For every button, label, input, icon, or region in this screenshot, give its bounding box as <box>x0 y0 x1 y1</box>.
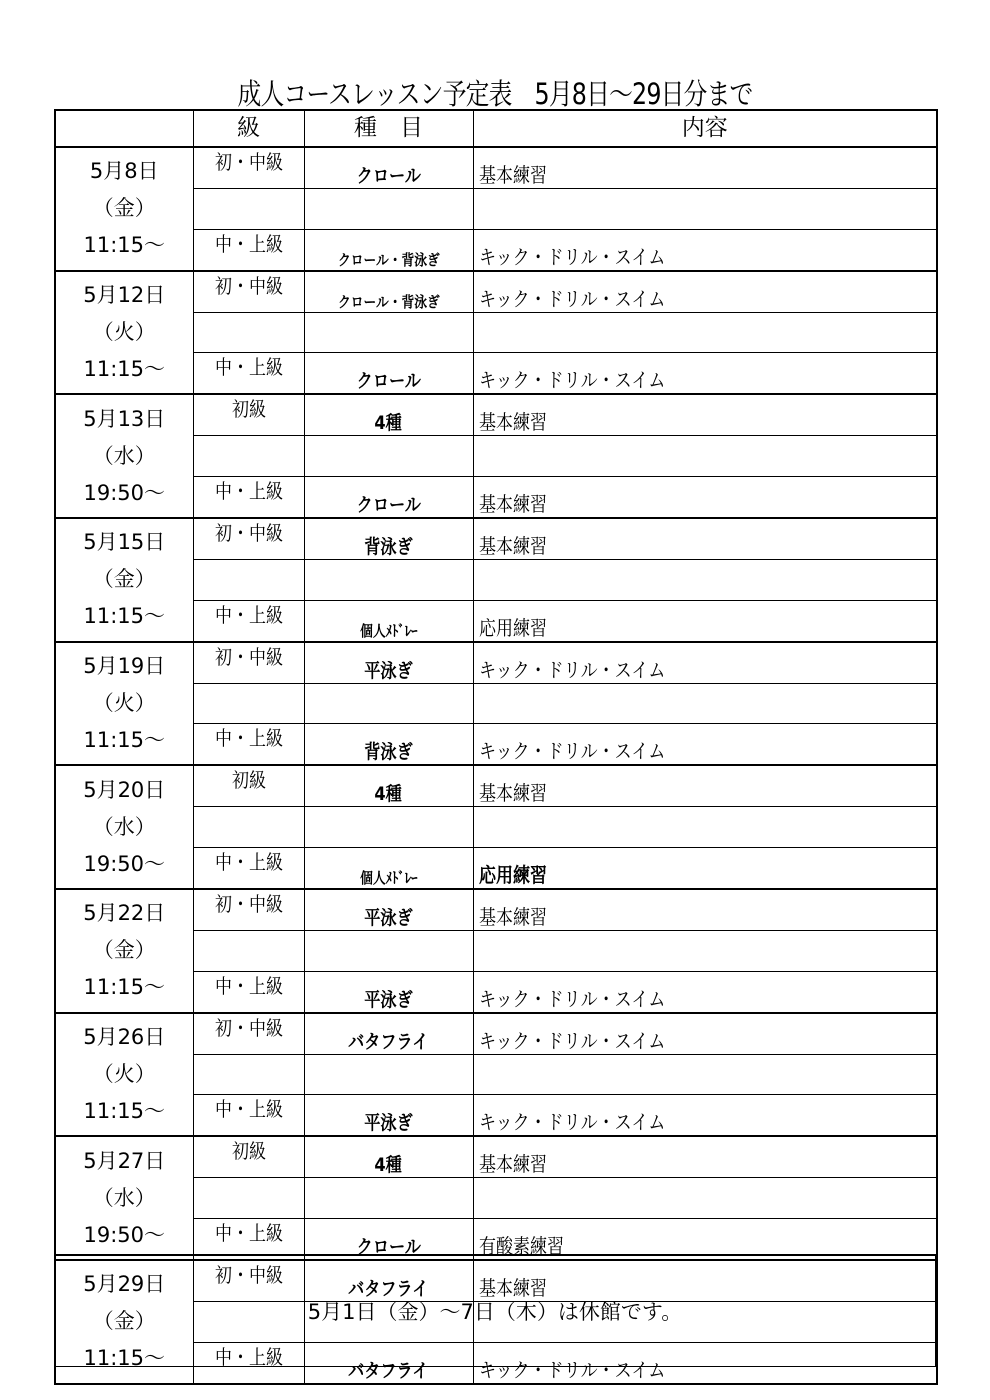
level-text: 中・上級 <box>214 231 283 256</box>
table-row <box>55 518 937 559</box>
stroke-cell <box>304 1013 473 1054</box>
level-cell <box>193 559 304 600</box>
schedule-table <box>54 109 938 1385</box>
header-row <box>55 110 937 147</box>
stroke-text: 個人ﾒﾄﾞﾚｰ <box>359 869 418 888</box>
stroke-cell <box>304 1095 473 1136</box>
content-text: 基本練習 <box>478 492 547 517</box>
content-text: 有酸素練習 <box>478 1234 564 1259</box>
level-cell <box>193 147 304 188</box>
date-cell-time: 11:15～ <box>83 728 166 753</box>
content-cell <box>473 559 937 600</box>
level-text: 初・中級 <box>214 521 283 546</box>
stroke-cell <box>304 188 473 229</box>
header-level: 級 <box>193 110 304 147</box>
level-cell <box>193 683 304 724</box>
content-text: 基本練習 <box>478 904 547 929</box>
date-cell-date: 5月15日 <box>83 530 166 555</box>
date-cell <box>55 642 193 766</box>
stroke-cell <box>304 229 473 270</box>
date-cell <box>55 394 193 518</box>
date-cell-time: 11:15～ <box>83 604 166 629</box>
content-cell <box>473 353 937 394</box>
date-cell <box>55 889 193 1013</box>
content-text: 基本練習 <box>478 162 547 187</box>
content-cell <box>473 1178 937 1219</box>
level-cell <box>193 930 304 971</box>
content-cell <box>473 642 937 683</box>
content-cell <box>473 848 937 889</box>
stroke-cell <box>304 600 473 641</box>
stroke-text: 平泳ぎ <box>364 906 413 929</box>
level-text: 初級 <box>231 1139 266 1164</box>
stroke-text: 背泳ぎ <box>364 741 413 764</box>
header-stroke: 種 目 <box>304 110 473 147</box>
content-text: キック・ドリル・スイム <box>478 244 665 269</box>
date-cell-time: 11:15～ <box>83 233 166 258</box>
level-cell <box>193 1095 304 1136</box>
content-text: 基本練習 <box>478 410 547 435</box>
level-cell <box>193 848 304 889</box>
level-cell <box>193 889 304 930</box>
page-title: 成人コースレッスン予定表 5月8日～29日分まで <box>237 77 753 111</box>
header-content: 内容 <box>473 110 937 147</box>
schedule-sheet <box>54 109 936 1385</box>
content-cell <box>473 271 937 312</box>
level-cell <box>193 1178 304 1219</box>
content-text: 応用練習 <box>478 615 547 640</box>
date-cell-weekday: （金） <box>92 196 156 221</box>
date-cell-weekday: （金） <box>92 567 156 592</box>
level-cell <box>193 1054 304 1095</box>
date-cell-date: 5月13日 <box>83 406 166 431</box>
level-cell <box>193 1136 304 1177</box>
stroke-cell <box>304 559 473 600</box>
content-cell <box>473 683 937 724</box>
content-text: 基本練習 <box>478 781 547 806</box>
level-text: 中・上級 <box>214 479 283 504</box>
stroke-cell <box>304 518 473 559</box>
date-cell-time: 11:15～ <box>83 1099 166 1124</box>
level-text: 初・中級 <box>214 892 283 917</box>
stroke-cell <box>304 889 473 930</box>
content-cell <box>473 1136 937 1177</box>
level-cell <box>193 312 304 353</box>
date-cell-time: 11:15～ <box>83 975 166 1000</box>
date-cell <box>55 1013 193 1137</box>
stroke-cell <box>304 1136 473 1177</box>
content-cell <box>473 518 937 559</box>
content-text: キック・ドリル・スイム <box>478 1357 665 1382</box>
stroke-cell <box>304 477 473 518</box>
content-text: 基本練習 <box>478 533 547 558</box>
stroke-text: 平泳ぎ <box>364 659 413 682</box>
closure-notice-text: 5月1日（金）～7日（木）は休館です。 <box>307 1300 683 1324</box>
content-cell <box>473 1054 937 1095</box>
level-text: 中・上級 <box>214 1097 283 1122</box>
level-cell <box>193 229 304 270</box>
date-cell-date: 5月12日 <box>83 283 166 307</box>
stroke-cell <box>304 848 473 889</box>
stroke-text: 4種 <box>374 412 403 435</box>
level-text: 中・上級 <box>214 850 283 875</box>
level-cell <box>193 1013 304 1054</box>
stroke-cell <box>304 971 473 1012</box>
content-cell <box>473 930 937 971</box>
stroke-text: クロール <box>356 164 421 187</box>
date-cell-date: 5月20日 <box>83 777 166 802</box>
level-cell <box>193 188 304 229</box>
table-row <box>55 889 937 930</box>
level-cell <box>193 807 304 848</box>
content-text: キック・ドリル・スイム <box>478 657 665 682</box>
date-cell-time: 11:15～ <box>83 1346 166 1371</box>
date-cell-date: 5月29日 <box>83 1272 166 1297</box>
content-text: キック・ドリル・スイム <box>478 1110 665 1135</box>
level-text: 初・中級 <box>214 644 283 669</box>
level-cell <box>193 724 304 765</box>
content-cell <box>473 971 937 1012</box>
date-cell-weekday: （金） <box>92 938 156 963</box>
date-cell-time: 19:50～ <box>83 851 166 876</box>
level-text: 初・中級 <box>214 273 283 298</box>
content-cell <box>473 889 937 930</box>
stroke-text: 4種 <box>374 783 403 806</box>
level-text: 中・上級 <box>214 973 283 998</box>
stroke-text: クロール・背泳ぎ <box>337 250 440 269</box>
content-cell <box>473 394 937 435</box>
content-cell <box>473 1095 937 1136</box>
level-text: 初級 <box>231 397 266 422</box>
stroke-cell <box>304 1054 473 1095</box>
content-text: キック・ドリル・スイム <box>478 1028 665 1053</box>
content-cell <box>473 807 937 848</box>
date-cell-date: 5月19日 <box>83 654 166 679</box>
level-cell <box>193 477 304 518</box>
stroke-text: クロール・背泳ぎ <box>337 292 440 311</box>
level-cell <box>193 436 304 477</box>
content-cell <box>473 229 937 270</box>
date-cell <box>55 765 193 889</box>
date-cell-date: 5月27日 <box>83 1148 166 1173</box>
closure-notice <box>54 1254 936 1367</box>
level-text: 初・中級 <box>214 150 283 174</box>
stroke-text: 平泳ぎ <box>364 988 413 1011</box>
date-cell-weekday: （火） <box>92 691 156 716</box>
level-cell <box>193 518 304 559</box>
content-text: キック・ドリル・スイム <box>478 286 665 311</box>
content-text: キック・ドリル・スイム <box>478 368 665 393</box>
level-text: 中・上級 <box>214 726 283 751</box>
content-cell <box>473 765 937 806</box>
stroke-text: クロール <box>356 370 421 393</box>
stroke-cell <box>304 642 473 683</box>
content-text: キック・ドリル・スイム <box>478 739 665 764</box>
date-cell-weekday: （火） <box>92 320 156 344</box>
stroke-cell <box>304 436 473 477</box>
level-text: 中・上級 <box>214 1344 283 1369</box>
table-row <box>55 765 937 806</box>
date-cell-time: 11:15～ <box>83 357 166 381</box>
content-text: 基本練習 <box>478 1152 547 1177</box>
content-cell <box>473 312 937 353</box>
date-cell <box>55 1136 193 1260</box>
content-cell <box>473 724 937 765</box>
stroke-text: バタフライ <box>348 1277 429 1300</box>
level-text: 中・上級 <box>214 602 283 627</box>
table-row <box>55 394 937 435</box>
table-row <box>55 642 937 683</box>
content-cell <box>473 1013 937 1054</box>
stroke-text: 4種 <box>374 1154 403 1177</box>
stroke-cell <box>304 930 473 971</box>
level-cell <box>193 271 304 312</box>
level-cell <box>193 394 304 435</box>
stroke-text: 個人ﾒﾄﾞﾚｰ <box>359 621 418 640</box>
level-text: 初・中級 <box>214 1263 283 1288</box>
stroke-cell <box>304 724 473 765</box>
content-text: 基本練習 <box>478 1275 547 1300</box>
content-text: 応用練習 <box>478 863 547 888</box>
stroke-cell <box>304 683 473 724</box>
stroke-cell <box>304 765 473 806</box>
stroke-text: クロール <box>356 1236 421 1259</box>
date-cell-weekday: （水） <box>92 1185 156 1210</box>
stroke-cell <box>304 271 473 312</box>
stroke-cell <box>304 1178 473 1219</box>
stroke-cell <box>304 147 473 188</box>
date-cell-time: 19:50～ <box>83 1222 166 1247</box>
content-cell <box>473 477 937 518</box>
level-text: 中・上級 <box>214 355 283 380</box>
level-text: 中・上級 <box>214 1221 283 1246</box>
table-row <box>55 271 937 312</box>
stroke-cell <box>304 312 473 353</box>
stroke-text: バタフライ <box>348 1359 429 1382</box>
date-cell-weekday: （水） <box>92 814 156 839</box>
date-cell <box>55 147 193 271</box>
level-cell <box>193 353 304 394</box>
level-cell <box>193 600 304 641</box>
date-cell-weekday: （水） <box>92 443 156 468</box>
content-cell <box>473 600 937 641</box>
schedule-body <box>55 147 937 1384</box>
stroke-text: 平泳ぎ <box>364 1112 413 1135</box>
date-cell-time: 19:50～ <box>83 480 166 505</box>
stroke-cell <box>304 394 473 435</box>
content-cell <box>473 147 937 188</box>
table-row <box>55 1013 937 1054</box>
stroke-cell <box>304 353 473 394</box>
header-date <box>55 110 193 147</box>
content-cell <box>473 188 937 229</box>
level-cell <box>193 642 304 683</box>
stroke-text: バタフライ <box>348 1030 429 1053</box>
date-cell-weekday: （火） <box>92 1062 156 1087</box>
date-cell-date: 5月22日 <box>83 901 166 926</box>
date-cell-date: 5月26日 <box>83 1025 166 1050</box>
table-row <box>55 1136 937 1177</box>
level-cell <box>193 765 304 806</box>
stroke-text: 背泳ぎ <box>364 535 413 558</box>
date-cell-date: 5月8日 <box>89 159 159 184</box>
table-row <box>55 147 937 188</box>
content-text: キック・ドリル・スイム <box>478 986 665 1011</box>
date-cell-weekday: （金） <box>92 1309 156 1334</box>
date-cell <box>55 271 193 395</box>
content-cell <box>473 436 937 477</box>
level-text: 初級 <box>231 768 266 793</box>
level-cell <box>193 971 304 1012</box>
stroke-text: クロール <box>356 494 421 517</box>
stroke-cell <box>304 807 473 848</box>
level-text: 初・中級 <box>214 1015 283 1040</box>
date-cell <box>55 518 193 642</box>
